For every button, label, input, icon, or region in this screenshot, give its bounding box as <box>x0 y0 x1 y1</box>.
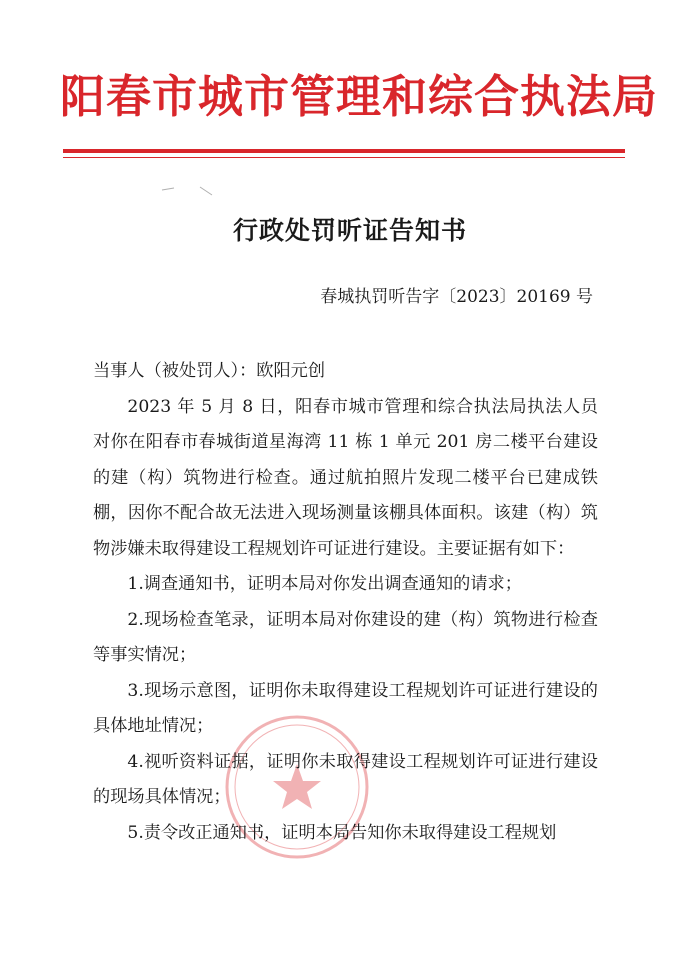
evidence-item: 2.现场检查笔录，证明本局对你建设的建（构）筑物进行检查等事实情况； <box>93 609 598 665</box>
main-paragraph: 2023 年 5 月 8 日，阳春市城市管理和综合执法局执法人员对你在阳春市春城街道星海湾 11 栋 1 单元 201 房二楼平台建设的建（构）筑物进行检查。通过航拍照片发现二楼平台已建成铁棚，因你不配合故无法进入现场测量该棚具体面积。该建（构）筑物涉嫌未取得建设工程规划许可证进行建设。主要证据有如下： <box>93 396 598 559</box>
agency-letterhead: 阳春市城市管理和综合执法局 <box>60 70 659 123</box>
evidence-item: 5.责令改正通知书，证明本局告知你未取得建设工程规划 <box>127 822 557 843</box>
letterhead-rule-thick <box>63 149 625 153</box>
document-number: 春城执罚听告字〔2023〕20169 号 <box>320 287 593 307</box>
evidence-item: 4.视听资料证据，证明你未取得建设工程规划许可证进行建设的现场具体情况； <box>93 751 598 807</box>
evidence-item: 3.现场示意图，证明你未取得建设工程规划许可证进行建设的具体地址情况； <box>93 680 598 736</box>
letterhead-rule-thin <box>63 157 625 158</box>
party-line: 当事人（被处罚人）：欧阳元创 <box>93 361 326 381</box>
document-body <box>93 354 598 851</box>
evidence-item: 1.调查通知书，证明本局对你发出调查通知的请求； <box>127 574 522 594</box>
pencil-mark <box>160 182 220 202</box>
document-title: 行政处罚听证告知书 <box>232 216 467 245</box>
